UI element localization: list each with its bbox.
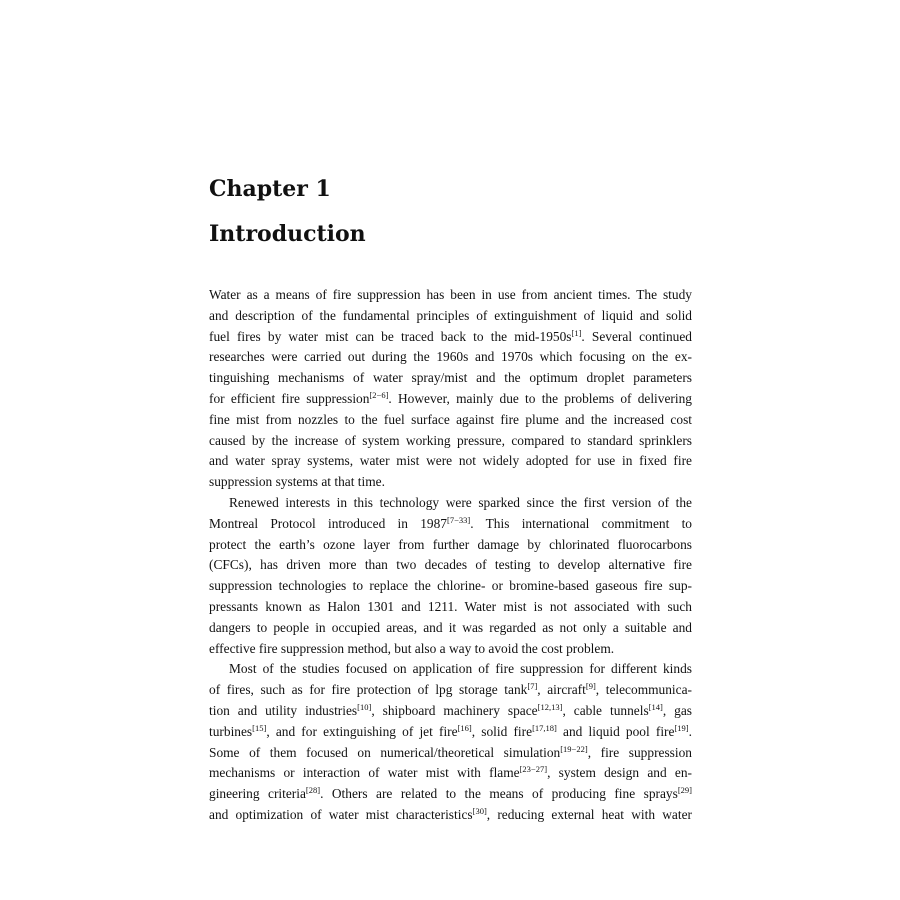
text-run: Some of them focused on numerical/theoretical simulation <box>209 744 561 760</box>
text-line <box>209 701 692 722</box>
text-line <box>209 597 692 618</box>
text-run: , cable tunnels <box>562 702 649 718</box>
text-run: and water spray systems, water mist were not widely adopted for use in fixed fire <box>209 453 692 469</box>
text-run: mechanisms or interaction of water mist with flame <box>209 765 520 781</box>
citation-ref: [16] <box>457 722 472 733</box>
text-line <box>209 576 692 597</box>
text-line <box>209 389 692 410</box>
text-run: fine mist from nozzles to the fuel surface against fire plume and the increased cost <box>209 411 692 427</box>
text-run: , aircraft <box>537 682 586 698</box>
text-run: tion and utility industries <box>209 702 358 718</box>
chapter-title: Introduction <box>209 221 366 247</box>
text-line <box>209 306 692 327</box>
citation-ref: [23−27] <box>519 764 548 775</box>
text-run: suppression systems at that time. <box>209 474 385 490</box>
text-line <box>209 327 692 348</box>
text-run: and optimization of water mist characteristics <box>209 806 473 822</box>
text-line <box>209 535 692 556</box>
citation-ref: [7−33] <box>447 514 471 525</box>
text-run: Most of the studies focused on application of fire suppression for different kinds <box>229 661 692 677</box>
text-run: protect the earth’s ozone layer from further damage by chlorinated fluorocarbons <box>209 536 692 552</box>
text-run: . Several continued <box>581 328 692 344</box>
citation-ref: [29] <box>677 785 692 796</box>
text-run: , fire suppression <box>587 744 692 760</box>
text-run: . <box>688 723 692 739</box>
citation-ref: [9] <box>585 681 596 692</box>
text-line <box>209 285 692 306</box>
text-run: , telecommunica- <box>595 682 692 698</box>
text-run: , reducing external heat with water <box>486 806 692 822</box>
text-run: . Others are related to the means of producing fine sprays <box>320 786 678 802</box>
text-run: pressants known as Halon 1301 and 1211. Water mist is not associated with such <box>209 598 692 614</box>
text-run: tinguishing mechanisms of water spray/mist and the optimum droplet parameters <box>209 370 692 386</box>
citation-ref: [19−22] <box>560 743 588 754</box>
text-run: , gas <box>662 702 692 718</box>
text-line <box>209 639 692 660</box>
text-run: . This international commitment to <box>470 515 693 531</box>
text-line <box>209 659 692 680</box>
text-run: dangers to people in occupied areas, and it was regarded as not only a suitable and <box>209 619 692 635</box>
citation-ref: [28] <box>305 785 321 796</box>
text-run: suppression technologies to replace the chlorine- or bromine-based gaseous fire sup- <box>209 578 692 594</box>
text-run: for efficient fire suppression <box>209 390 370 406</box>
text-line <box>209 763 692 784</box>
citation-ref: [10] <box>357 701 372 712</box>
text-line <box>209 514 692 535</box>
text-run: , and for extinguishing of jet fire <box>266 723 458 739</box>
text-line <box>209 618 692 639</box>
text-run: of fires, such as for fire protection of lpg storage tank <box>209 682 528 698</box>
text-run: , shipboard machinery space <box>371 702 538 718</box>
text-line <box>209 743 692 764</box>
text-run: effective fire suppression method, but also a way to avoid the cost problem. <box>209 640 615 656</box>
citation-ref: [14] <box>648 701 663 712</box>
text-run: researches were carried out during the 1960s and 1970s which focusing on the ex- <box>209 349 692 365</box>
text-line <box>209 722 692 743</box>
text-run: fuel fires by water mist can be traced back to the mid-1950s <box>209 328 572 344</box>
text-line <box>209 555 692 576</box>
text-run: Montreal Protocol introduced in 1987 <box>209 515 448 531</box>
text-run: turbines <box>209 723 253 739</box>
text-run: , solid fire <box>471 723 533 739</box>
text-run: gineering criteria <box>209 786 306 802</box>
citation-ref: [15] <box>252 722 267 733</box>
citation-ref: [17,18] <box>532 722 557 733</box>
text-line <box>209 472 692 493</box>
text-line <box>209 368 692 389</box>
citation-ref: [30] <box>472 805 487 816</box>
paragraph <box>209 285 692 493</box>
text-line <box>209 347 692 368</box>
text-line <box>209 680 692 701</box>
text-line <box>209 410 692 431</box>
chapter-number: Chapter 1 <box>209 176 331 202</box>
citation-ref: [12,13] <box>537 701 563 712</box>
paragraph <box>209 493 692 659</box>
citation-ref: [19] <box>674 722 689 733</box>
text-line <box>209 805 692 826</box>
text-run: Water as a means of fire suppression has been in use from ancient times. The study <box>209 287 692 302</box>
text-run: and description of the fundamental principles of extinguishment of liquid and solid <box>209 307 692 323</box>
text-run: Renewed interests in this technology were sparked since the first version of the <box>229 494 692 510</box>
text-line <box>209 784 692 805</box>
text-line <box>209 451 692 472</box>
citation-ref: [7] <box>527 681 538 692</box>
paragraph <box>209 659 692 825</box>
text-line <box>209 493 692 514</box>
text-run: caused by the increase of system working pressure, compared to standard sprinklers <box>209 432 692 448</box>
citation-ref: [2−6] <box>369 389 389 400</box>
body-text <box>209 285 692 826</box>
text-run: and liquid pool fire <box>556 723 675 739</box>
text-line <box>209 431 692 452</box>
text-run: . However, mainly due to the problems of delivering <box>388 390 692 406</box>
citation-ref: [1] <box>571 327 582 338</box>
text-run: , system design and en- <box>547 765 692 781</box>
text-run: (CFCs), has driven more than two decades of testing to develop alternative fire <box>209 557 692 573</box>
